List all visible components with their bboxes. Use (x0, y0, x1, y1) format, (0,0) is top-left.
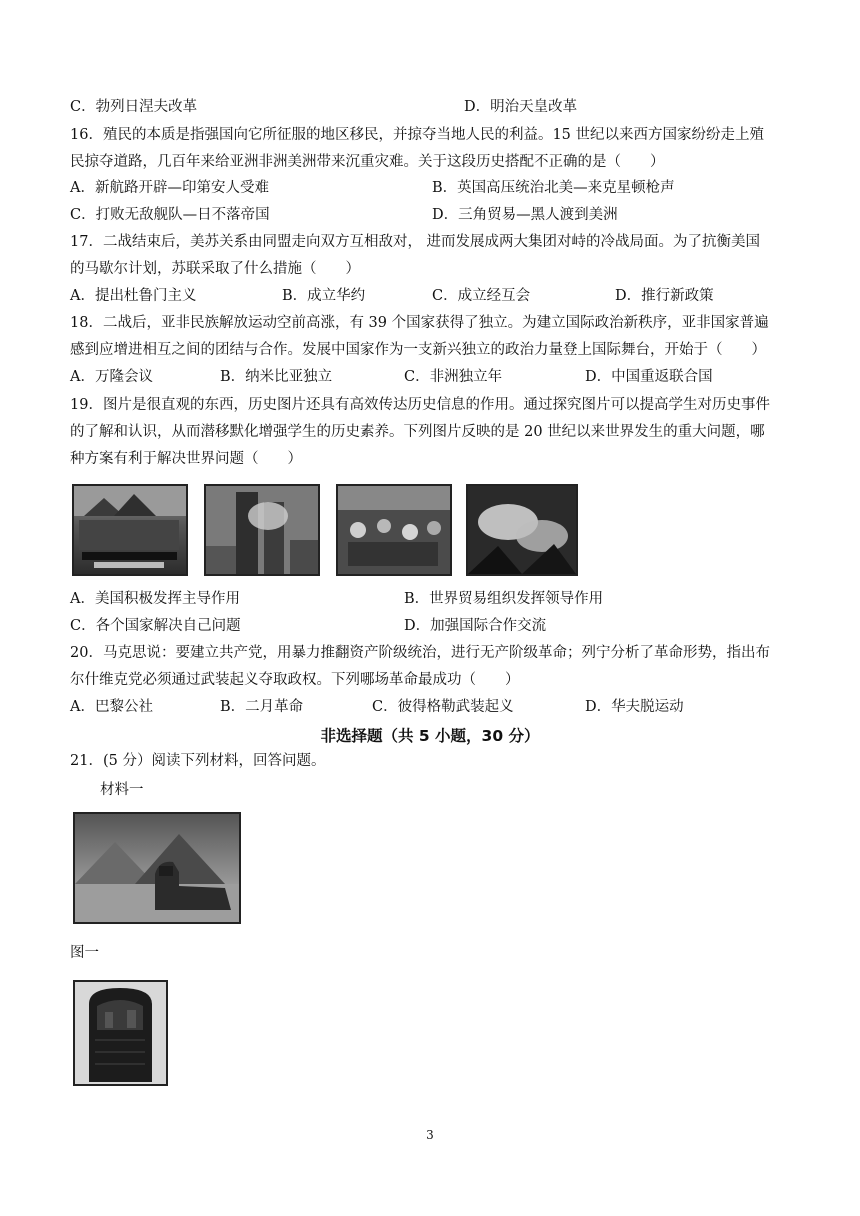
q18-option-c: C．非洲独立年 (404, 369, 503, 385)
q16-option-a: A．新航路开辟—印第安人受难 (70, 180, 269, 196)
q21-stem: 21．(5 分）阅读下列材料，回答问题。 (70, 753, 326, 769)
q18-stem-line-1: 18．二战后，亚非民族解放运动空前高涨，有 39 个国家获得了独立。为建立国际政治新秩序，亚非国家普遍 (70, 315, 769, 331)
q21-material-label: 材料一 (100, 782, 144, 798)
q20-stem-line-1: 20．马克思说：要建立共产党，用暴力推翻资产阶级统治，进行无产阶级革命；列宁分析了革命形势，指出布 (70, 645, 770, 661)
q20-option-a: A．巴黎公社 (70, 699, 153, 715)
q17-stem-line-2: 的马歇尔计划，苏联采取了什么措施（ ） (70, 261, 360, 277)
q20-option-b: B．二月革命 (220, 699, 304, 715)
q15-option-d: D．明治天皇改革 (464, 99, 578, 115)
page-number: 3 (426, 1128, 434, 1142)
q20-option-c: C．彼得格勒武装起义 (372, 699, 514, 715)
stele-photo (73, 980, 168, 1086)
q18-stem-line-2: 感到应增进相互之间的团结与合作。发展中国家作为一支新兴独立的政治力量登上国际舞台，开始于（ ） (70, 342, 766, 358)
q17-option-c: C．成立经互会 (432, 288, 531, 304)
q19-option-c: C．各个国家解决自己问题 (70, 618, 241, 634)
q19-option-d: D．加强国际合作交流 (404, 618, 547, 634)
q19-option-a: A．美国积极发挥主导作用 (70, 591, 240, 607)
q17-stem-line-1: 17．二战结束后，美苏关系由同盟走向双方互相敌对， 进而发展成两大集团对峙的冷战局面。为了抗衡美国 (70, 234, 761, 250)
q16-stem-line-1: 16．殖民的本质是指强国向它所征服的地区移民，并掠夺当地人民的利益。15 世纪以来西方国家纷纷走上殖 (70, 127, 765, 143)
q17-option-d: D．推行新政策 (615, 288, 714, 304)
q16-option-b: B．英国高压统治北美—来克星顿枪声 (432, 180, 675, 196)
q18-option-b: B．纳米比亚独立 (220, 369, 333, 385)
section-title: 非选择题（共 5 小题，30 分） (320, 727, 540, 745)
q20-stem-line-2: 尔什维克党必须通过武装起义夺取政权。下列哪场革命最成功（ ） (70, 672, 520, 688)
q19-photo-1 (72, 484, 188, 576)
q16-option-c: C．打败无敌舰队—日不落帝国 (70, 207, 270, 223)
q19-option-b: B．世界贸易组织发挥领导作用 (404, 591, 604, 607)
q17-option-b: B．成立华约 (282, 288, 366, 304)
q19-stem-line-2: 的了解和认识，从而潜移默化增强学生的历史素养。下列图片反映的是 20 世纪以来世界发生的重大问题，哪 (70, 424, 765, 440)
q20-option-d: D．华夫脱运动 (585, 699, 684, 715)
q16-option-d: D．三角贸易—黑人渡到美洲 (432, 207, 618, 223)
q15-option-c: C．勃列日涅夫改革 (70, 99, 198, 115)
q19-photo-2 (204, 484, 320, 576)
sphinx-photo (73, 812, 241, 924)
q16-stem-line-2: 民掠夺道路，几百年来给亚洲非洲美洲带来沉重灾难。关于这段历史搭配不正确的是（ ） (70, 154, 665, 170)
q19-photo-3 (336, 484, 452, 576)
q18-option-a: A．万隆会议 (70, 369, 153, 385)
q19-stem-line-1: 19．图片是很直观的东西，历史图片还具有高效传达历史信息的作用。通过探究图片可以提高学生对历史事件 (70, 397, 770, 413)
q18-option-d: D．中国重返联合国 (585, 369, 713, 385)
q19-photo-4 (466, 484, 578, 576)
figure-1-caption: 图一 (70, 945, 99, 961)
q19-stem-line-3: 种方案有利于解决世界问题（ ） (70, 451, 302, 467)
q17-option-a: A．提出杜鲁门主义 (70, 288, 197, 304)
